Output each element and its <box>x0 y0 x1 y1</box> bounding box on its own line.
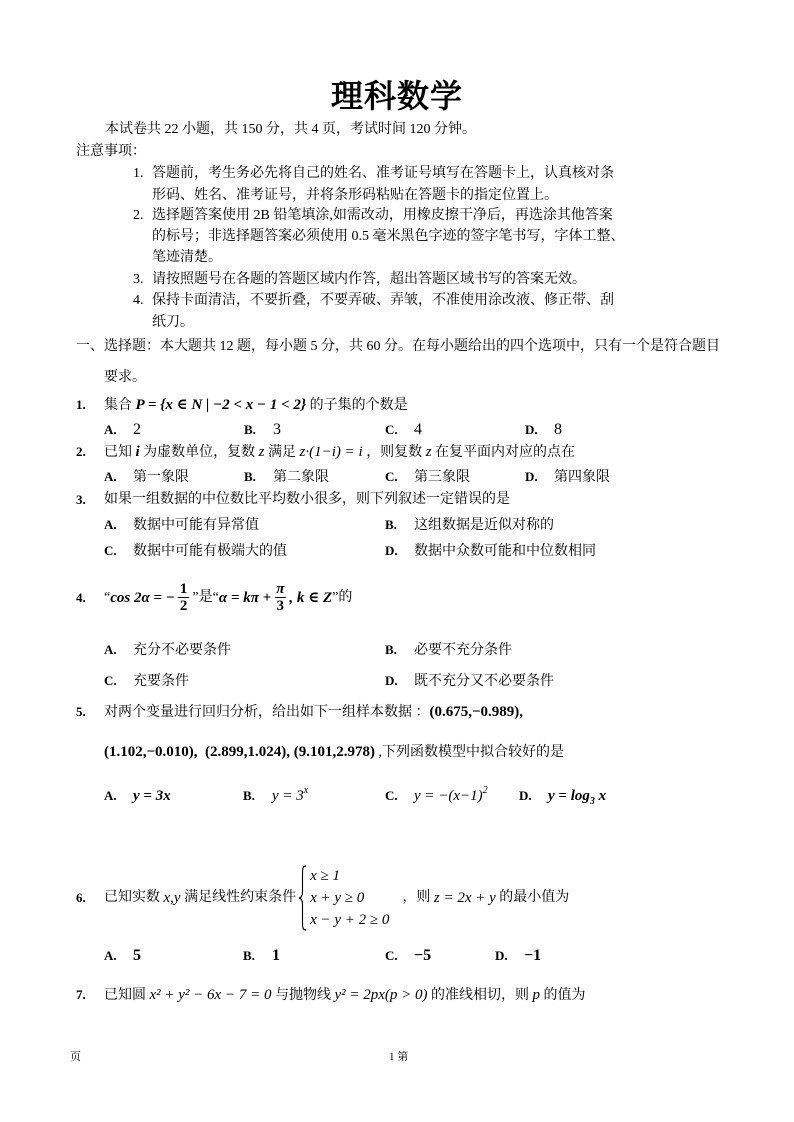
option-label: D. <box>519 788 532 803</box>
option-label: B. <box>243 788 255 803</box>
stem-text: 满足线性约束条件 <box>180 890 297 905</box>
stem-math: z <box>258 444 265 460</box>
option-value: 充要条件 <box>133 674 189 689</box>
option-value-base: y = log <box>548 788 590 804</box>
option <box>385 542 596 561</box>
question-stem <box>104 443 575 462</box>
option <box>104 787 171 805</box>
option-value: 5 <box>133 947 141 964</box>
stem-math: p <box>532 987 541 1003</box>
fraction-denominator: 3 <box>276 598 285 614</box>
question-number: 5. <box>76 704 86 719</box>
notice-item-text: 保持卡面清洁，不要折叠，不要弄破、弄皱，不准使用涂改液、修正带、刮 <box>152 293 614 308</box>
option-value: 这组数据是近似对称的 <box>414 518 554 533</box>
option-value: 既不充分又不必要条件 <box>414 674 554 689</box>
stem-math: y² = 2px(p > 0) <box>334 987 428 1003</box>
option-value-exponent: 2 <box>482 785 488 796</box>
question-number: 7. <box>76 987 86 1002</box>
page-title: 理科数学 <box>330 78 463 114</box>
stem-text: 已知 <box>104 445 136 460</box>
option-label: C. <box>385 469 398 484</box>
stem-text: 集合 <box>104 398 136 413</box>
option-label: C. <box>385 422 398 437</box>
option-value: 3 <box>273 421 281 438</box>
notice-item-number: 4. <box>133 293 144 308</box>
question-number: 3. <box>76 492 86 507</box>
notice-item-text: 纸刀。 <box>152 315 194 330</box>
question-stem <box>104 703 523 722</box>
option-label: B. <box>244 422 256 437</box>
question-stem <box>104 396 408 415</box>
option <box>385 672 554 691</box>
option-label: B. <box>385 517 397 532</box>
stem-math: , k ∈ Z <box>289 589 333 606</box>
option-value: 8 <box>554 421 562 438</box>
option-value: 充分不必要条件 <box>133 643 231 658</box>
option-value: 2 <box>133 421 141 438</box>
stem-math: (0.675,−0.989), <box>429 704 524 720</box>
question-number: 2. <box>76 444 86 459</box>
stem-math: z <box>425 444 432 460</box>
question-stem: 如果一组数据的中位数比平均数小很多，则下列叙述一定错误的是 <box>104 492 510 507</box>
stem-math: cos 2α = − <box>110 589 175 606</box>
option-value-exponent: x <box>303 785 309 796</box>
question-number: 4. <box>76 590 86 605</box>
option-label: D. <box>495 948 508 963</box>
option-label: A. <box>104 469 117 484</box>
stem-text: 的值为 <box>540 988 586 1003</box>
option <box>385 787 488 805</box>
option-label: A. <box>104 948 117 963</box>
option-value: y = 3x <box>133 788 171 804</box>
option <box>243 787 308 805</box>
option-label: D. <box>385 543 398 558</box>
option-value <box>548 787 606 805</box>
option-label: B. <box>244 469 256 484</box>
constraint-line: x − y + 2 ≥ 0 <box>310 912 390 928</box>
option-label: C. <box>385 948 398 963</box>
option-value: 第四象限 <box>554 470 610 485</box>
constraint-line: x ≥ 1 <box>310 868 340 884</box>
option-label: D. <box>385 673 398 688</box>
option-value-tail: x <box>594 788 607 804</box>
stem-text: 对两个变量进行回归分析，给出如下一组样本数据 ： <box>104 705 430 720</box>
option <box>104 468 189 487</box>
option <box>104 542 287 561</box>
option <box>104 672 189 691</box>
constraint-lines <box>310 865 389 931</box>
fraction-denominator: 2 <box>179 598 188 614</box>
fraction <box>178 581 190 614</box>
question-stem <box>104 986 586 1005</box>
option-label: C. <box>104 543 117 558</box>
fraction <box>274 581 286 614</box>
notice-item-text: 请按照题号在各题的答题区域内作答，超出答题区域书写的答案无效。 <box>152 272 586 287</box>
option-label: A. <box>104 642 117 657</box>
option-value: 数据中可能有极端大的值 <box>133 544 287 559</box>
notice-item-number: 2. <box>133 208 144 223</box>
footer-page-number: 1 第 <box>389 1051 409 1063</box>
notice-item-number: 3. <box>133 272 144 287</box>
option-label: C. <box>385 788 398 803</box>
fraction-numerator: 1 <box>179 581 188 597</box>
option <box>495 947 541 965</box>
option <box>519 787 606 805</box>
option-value: −5 <box>414 947 432 964</box>
option-value: 第二象限 <box>273 470 329 485</box>
option-label: A. <box>104 788 117 803</box>
option <box>244 421 281 439</box>
stem-math: z = 2x + y <box>433 890 496 906</box>
option-label: B. <box>385 642 397 657</box>
stem-text: 的最小值为 <box>495 890 570 905</box>
option-label: A. <box>104 422 117 437</box>
question-number: 1. <box>76 397 86 412</box>
stem-text: ，则复数 <box>362 445 426 460</box>
stem-math: (1.102,−0.010), (2.899,1.024), (9.101,2.978) <box>104 744 376 760</box>
option <box>104 516 259 535</box>
option-value <box>414 787 488 805</box>
question-stem-continued <box>104 743 564 762</box>
option <box>243 947 280 965</box>
option-value: 第三象限 <box>414 470 470 485</box>
option <box>244 468 329 487</box>
option <box>385 641 512 660</box>
option-value: 必要不充分条件 <box>414 643 512 658</box>
stem-text: ，则 <box>395 890 434 905</box>
option <box>525 421 562 439</box>
stem-math: α = kπ + <box>218 589 272 606</box>
notice-item-number: 1. <box>133 166 144 181</box>
stem-text: 的准线相切，则 <box>427 988 533 1003</box>
option-label: B. <box>243 948 255 963</box>
option-value-base: y = 3 <box>272 788 304 804</box>
notice-heading: 注意事项： <box>76 144 146 159</box>
stem-math: x² + y² − 6x − 7 = 0 <box>149 987 272 1003</box>
stem-text: ”是“ <box>192 589 219 605</box>
notice-item-text: 笔迹清楚。 <box>152 250 222 265</box>
exam-intro: 本试卷共 22 小题，共 150 分，共 4 页，考试时间 120 分钟。 <box>105 122 476 137</box>
section-heading: 要求。 <box>104 370 146 385</box>
question-stem <box>104 865 569 931</box>
option <box>104 641 231 660</box>
option-value: 数据中可能有异常值 <box>133 518 259 533</box>
stem-math: i <box>135 444 140 460</box>
constraint-system <box>298 865 389 931</box>
stem-text: 与抛物线 <box>271 988 335 1003</box>
stem-text: ,下列函数模型中拟合较好的是 <box>375 745 565 760</box>
section-heading: 一、选择题：本大题共 12 题，每小题 5 分，共 60 分。在每小题给出的四个选项中，只有一个是符合题目 <box>76 339 720 354</box>
option <box>525 468 610 487</box>
option-value: −1 <box>524 947 542 964</box>
option-label: D. <box>525 469 538 484</box>
stem-math: z·(1−i) = i <box>299 444 363 460</box>
stem-text: 已知圆 <box>104 988 150 1003</box>
notice-item-text: 选择题答案使用 2B 铅笔填涂,如需改动，用橡皮擦干净后，再选涂其他答案 <box>152 208 613 223</box>
notice-item-text: 答题前，考生务必先将自己的姓名、准考证号填写在答题卡上，认真核对条 <box>152 166 614 181</box>
notice-item-text: 的标号；非选择题答案必须使用 0.5 毫米黑色字迹的签字笔书写，字体工整、 <box>152 229 625 244</box>
option <box>385 468 470 487</box>
stem-text: 已知实数 <box>104 890 164 905</box>
option-label: A. <box>104 517 117 532</box>
fraction-numerator: π <box>276 581 285 597</box>
stem-math: x,y <box>163 890 181 906</box>
option-value: 1 <box>272 947 280 964</box>
option-value: 4 <box>414 421 422 438</box>
stem-text: “ <box>104 589 111 605</box>
option-label: D. <box>525 422 538 437</box>
option <box>104 947 141 965</box>
option <box>104 421 141 439</box>
option-value: 第一象限 <box>133 470 189 485</box>
left-brace-icon <box>298 865 307 931</box>
stem-text: 满足 <box>264 445 300 460</box>
notice-item-text: 形码、姓名、准考证号，并将条形码粘贴在答题卡的指定位置上。 <box>152 188 558 203</box>
option <box>385 516 554 535</box>
constraint-line: x + y ≥ 0 <box>310 890 365 906</box>
option-value <box>272 787 308 805</box>
stem-text: ”的 <box>332 589 353 605</box>
option <box>385 421 422 439</box>
stem-text: 为虚数单位，复数 <box>139 445 259 460</box>
footer-page-label: 页 <box>70 1051 81 1063</box>
question-number: 6. <box>76 890 86 905</box>
option-label: C. <box>104 673 117 688</box>
stem-text: 在复平面内对应的点在 <box>431 445 576 460</box>
option-value-base: y = −(x−1) <box>414 788 483 804</box>
option-value: 数据中众数可能和中位数相同 <box>414 544 596 559</box>
stem-text: 的子集的个数是 <box>306 398 408 413</box>
option-value-subscript: 3 <box>589 796 595 807</box>
option <box>385 947 431 965</box>
stem-math: P = {x ∈ N | −2 < x − 1 < 2} <box>135 397 307 413</box>
question-stem <box>104 581 352 614</box>
